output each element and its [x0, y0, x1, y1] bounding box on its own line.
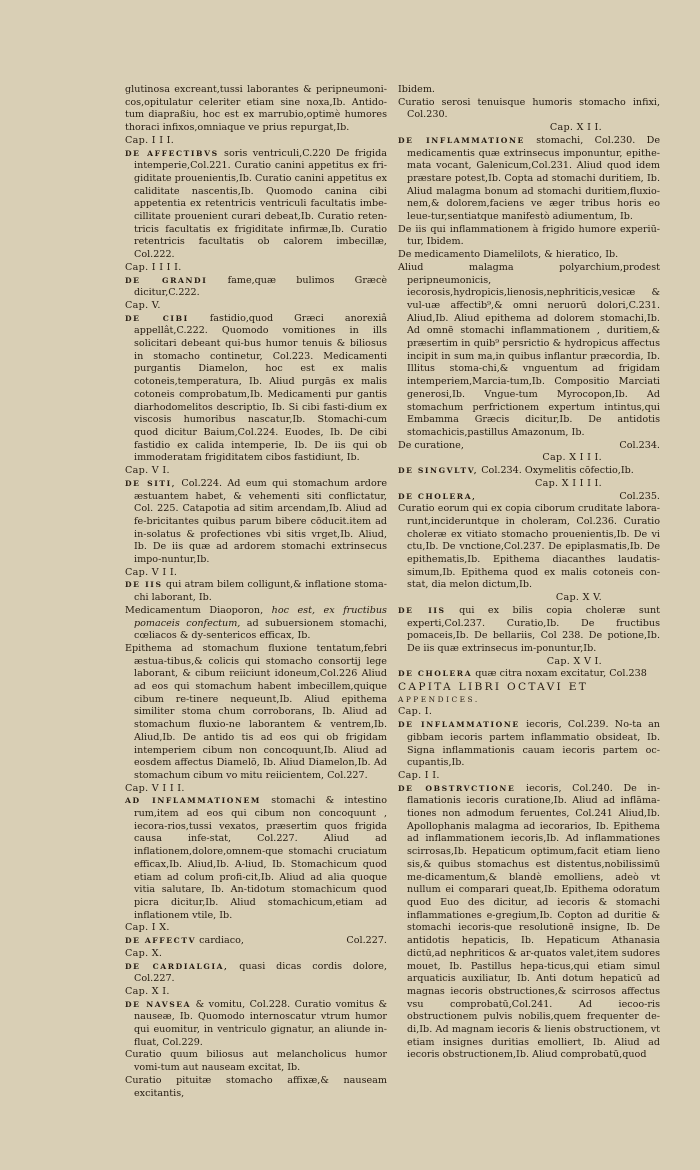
chapter-heading: Cap. I I.	[398, 769, 440, 781]
entry-text: stomachi & intestino rum,item ad eos qui cibum non concoquunt , iecora-rios,tussi vexatos, præsertim quos frigida causa infe-stat, Col.227. Aliud ad inflationem,dolore,omnem-que stomachi cruciatum efficax,Ib. Aliud,Ib. A-liud, Ib. Stomachicum quod etiam ad colum profi-cit,Ib. Aliud ad alia quoque vitia salutare, Ib. An-tidotum stomachicum quod picra dicitur,Ib. Aliud stomachicum,etiam ad inflationem vtile, Ib.	[134, 795, 388, 921]
chapter-heading: Cap. V I I.	[125, 566, 178, 578]
entry-text: De medicamento Diamelilots, & hieratico, Ib.	[398, 249, 619, 261]
chapter-heading: Cap. V I.	[125, 465, 170, 477]
index-entry	[125, 1075, 387, 1100]
entry-italic-gloss: hoc est, ex fructibus pomaceis confectum,	[134, 604, 387, 629]
column-reference: Col.234.	[619, 439, 660, 451]
index-entry	[398, 440, 660, 453]
entry-text: iecoris, Col.240. De in-flamationis iecoris curatione,Ib. Aliud ad inflāma-tiones non admodum feruentes, Col.241 Aliud,Ib. Apollophanis malagma ad iecorarios, Ib. Epithema ad inflammationem iecoris,Ib. Ad inflammationes scirrosas,Ib. Hepaticum optimum,facit etiam lieno sis,& quibus stomachus est distentus,nobilissimū me-dicamentum,& blandè emolliens, adeò vt nullum ei comparari queat,Ib. Epithema odoratum quod Euo des dicitur, ad iecoris & stomachi inflammationes e-gregium,Ib. Copton ad duritie & stomachi iecoris-que resolutionē insigne, Ib. De antidotis hepaticis, Ib. Hepaticum Athanasia dictū,ad nephriticos & ar-quatos valet,item sudores mouet, Ib. Pastillus hepa-ticus,qui etiam simul arquaticis auxiliatur, Ib. Anti dotum hepaticū ad magnas iecoris obstructiones,& scirrosos affectus vsu comprobatū,Col.241. Ad iecoo-ris obstructionem pulvis nobilis,quem frequenter de-di,Ib. Ad magnam iecoris & lienis obstructionem, vt etiam insignes duritias emolliert, Ib. Aliud ad iecoris obstructionem,Ib. Aliud comprobatū,quod	[407, 782, 660, 1061]
entry-lead-caps: AD INFLAMMATIONEM	[125, 796, 261, 806]
chapter-heading: Cap. I X.	[125, 922, 170, 934]
index-entry	[125, 84, 387, 135]
entry-lead-caps: DE GRANDI	[125, 275, 208, 285]
chapter-heading: Cap. X I I I I.	[534, 477, 602, 489]
index-entry	[398, 465, 660, 478]
entry-lead-caps: DE INFLAMMATIONE	[398, 135, 525, 145]
index-entry	[125, 275, 387, 300]
entry-text: De curatione,	[398, 439, 464, 451]
chapter-heading: Cap. V.	[125, 299, 161, 311]
entry-text: qui ex bilis copia choleræ sunt experti,Col.237. Curatio,Ib. De fructibus pomaceis,Ib. De bellariis, Col 238. De potione,Ib. De iis quæ extrinsecus im-ponuntur,Ib.	[407, 604, 660, 654]
index-entry	[398, 668, 660, 681]
index-entry	[125, 313, 387, 465]
index-entry	[398, 719, 660, 770]
entry-lead-caps: DE CHOLERA,	[398, 491, 477, 501]
entry-lead-caps: DE INFLAMMATIONE	[398, 720, 520, 730]
entry-text: Medicamentum Diaoporon,	[125, 604, 272, 616]
entry-text: Curatio pituitæ stomacho affixæ,& nauseam excitantis,	[125, 1074, 387, 1099]
left-column	[125, 84, 387, 1100]
entry-text: Epithema ad stomachum fluxione tentatum,febri æstua-tibus,& colicis qui stomacho consortij lege laborant, & cibum reiiciunt idoneum,Col.226 Aliud ad eos qui stomachum habent imbecillem,quique cibum re-tinere nequeunt,Ib. Aliud epithema similiter stoma chum corroborans, Ib. Aliud ad stomachum fluxio-ne laborantem & ventrem,Ib. Aliud,Ib. De antido tis ad eos qui ob frigidam intemperiem cibum non concoquunt,Ib. Aliud ad eosdem affectus Diamelō, Ib. Aliud Diamelon,Ib. Ad stomachum cibum vo mitu reiicientem, Col.227.	[125, 642, 387, 781]
index-entry	[398, 97, 660, 122]
entry-lead-caps: DE NAVSEA	[125, 999, 192, 1009]
entry-text: qui atram bilem colligunt,& inflatione stoma-chi laborant, Ib.	[134, 579, 387, 604]
chapter-heading: Cap. X V I.	[546, 655, 602, 667]
index-entry	[125, 961, 387, 986]
chapter-heading: Cap. X V.	[555, 592, 602, 604]
chapter-heading: Cap. X I I I.	[542, 452, 602, 464]
entry-text: fastidio,quod Græci anorexiâ appellât,C.222. Quomodo vomitiones in ills solicitari debeant qui-bus humor tenuis & biliosus in stomacho continetur, Col.223. Medicamenti purgantis Diamelon, hoc est ex malis cotoneis,temperatura, Ib. Aliud purgās ex malis cotoneis comprobatum,Ib. Medicamenti pur gantis diarhodomelitos descriptio, Ib. Si cibi fasti-dium ex viscosis humoribus nascatur,Ib. Stomachi-cum quod dicitur Baium,Col.224. Euodes, Ib. De cibi fastidio ex calida intemperie, Ib. De iis qui ob immoderatam frigiditatem cibos fastidiunt, Ib.	[134, 312, 387, 464]
index-entry	[125, 579, 387, 604]
entry-text: glutinosa excreant,tussi laborantes & peripneumoni-cos,opitulatur celeriter etiam sine noxa,Ib. Antido-tum diapraßiu, hoc est ex marrubio,optimè humores thoraci infixos,omniaque ve prius repurgat,Ib.	[125, 84, 387, 134]
entry-text: Curatio eorum qui ex copia ciborum cruditate labora-runt,incideruntque in choleram, Col.236. Curatio choleræ ex vitiato stomacho prouenientis,Ib. De vi ctu,Ib. De vnctione,Col.237. De epiplasmatis,Ib. De epithematis,Ib. Epithema diacanthes laudatis-simum,Ib. Epithema quod ex malis cotoneis con-stat, dia melon dictum,Ib.	[398, 503, 660, 591]
entry-lead-caps: DE AFFECTIBVS	[125, 148, 219, 158]
index-entry	[398, 783, 660, 1062]
chapter-heading: Cap. I I I.	[125, 134, 175, 146]
index-entry	[398, 135, 660, 224]
index-entry	[398, 249, 660, 262]
chapter-heading: Cap. V I I I.	[125, 782, 185, 794]
index-entry	[398, 503, 660, 592]
index-entry	[125, 478, 387, 567]
entry-text: Col.224. Ad eum qui stomachum ardore æstuantem habet, & vehementi siti conflictatur, Col. 225. Catapotia ad sitim arcendam,Ib. Aliud ad fe-bricitantes quibus parum bibere cōducit.item ad in-solatus & profectiones vbi sitis vrget,Ib. Aliud, Ib. De iis quæ ad ardorem stomachi extrinsecus impo-nuntur,Ib.	[134, 477, 387, 566]
entry-lead-caps: DE IIS	[125, 580, 163, 590]
entry-text: stomachi, Col.230. De medicamentis quæ extrinsecus imponuntur, epithe-mata vocant, Galenicum,Col.231. Aliud quod idem præstare potest,Ib. Copta ad stomachi duritiem, Ib. Aliud malagma bonum ad stomachi duritiem,fluxio-nem,& dolorem,faciens ve æger tribus horis eo leue-tur,sentiatque manifestò adiumentum, Ib.	[407, 134, 660, 223]
entry-text: & vomitu, Col.228. Curatio vomitus & nauseæ, Ib. Quomodo internoscatur vtrum humor qui euomitur, in ventriculo gignatur, an aliunde in-fluat, Col.229.	[134, 998, 387, 1048]
entry-text-continued: ad subuersionem stomachi, cœliacos & dy-sentericos efficax, Ib.	[134, 617, 387, 642]
chapter-heading: Cap. I I I I.	[125, 261, 182, 273]
index-entry	[125, 605, 387, 643]
entry-lead-caps: DE CHOLERA	[398, 669, 473, 679]
chapter-heading: Cap. X I.	[125, 985, 170, 997]
entry-text: Aliud malagma polyarchium,prodest peripneumonicis, iecorosis,hydropicis,lienosis,nephriticis,vesicæ & vul-uæ affectib⁹,& omni neruorū dolori,C.231. Aliud,Ib. Aliud epithema ad dolorem stomachi,Ib. Ad omnē stomachi inflammationem , duritiem,& præsertim in quib⁹ persrictio & hydropicus affectus incipit in sum ma,in quibus inflantur præcordia, Ib. Illitus stoma-chi,& vnguentum ad frigidam intemperiem,Marcia-tum,Ib. Compositio Marciati generosi,Ib. Vngue-tum Myrocopon,Ib. Ad stomachum perfrictionem expertum intintus,qui Embamma Græcis dicitur,Ib. De antidotis stomachicis,pastillus Amazonum, Ib.	[398, 261, 660, 438]
entry-text: soris ventriculi,C.220 De frigida intemperie,Col.221. Curatio canini appetitus ex fri-giditate prouenientis,Ib. Curatio canini appetitus ex caliditate nascentis,Ib. Quomodo canina cibi appetentia ex retentricis ventriculi facultatis imbe-cillitate prouenient curari debeat,Ib. Curatio reten-tricis facultatis ex frigiditate infirmæ,Ib. Curatio retentricis facultatis ob calorem imbecillæ, Col.222.	[134, 147, 387, 261]
entry-lead-caps: DE SINGVLTV,	[398, 466, 479, 476]
index-entry	[125, 643, 387, 783]
index-entry	[125, 795, 387, 922]
entry-lead-caps: DE CARDIALGIA,	[125, 961, 229, 971]
entry-text: cardiaco,	[196, 935, 244, 947]
entry-lead-caps: DE SITI,	[125, 478, 177, 488]
entry-text: De iis qui inflammationem à frigido humore experiū-tur, Ibidem.	[398, 223, 660, 248]
index-entry	[398, 224, 660, 249]
entry-text: Curatio quum biliosus aut melancholicus humor vomi-tum aut nauseam excitat, Ib.	[125, 1049, 387, 1074]
column-reference: Col.227.	[346, 935, 387, 947]
index-entry	[125, 935, 387, 948]
entry-lead-caps: DE IIS	[398, 605, 446, 615]
chapter-heading: Cap. X I I.	[549, 122, 602, 134]
entry-text: iecoris, Col.239. No-ta an gibbam iecoris partem inflammatio obsideat, Ib. Signa inflammationis cauam iecoris partem oc-cupantis,Ib.	[407, 719, 660, 769]
entry-lead-caps: DE CIBI	[125, 313, 189, 323]
index-entry	[125, 999, 387, 1050]
chapter-heading: Cap. X.	[125, 947, 163, 959]
book-section-title: CAPITA LIBRI OCTAVI ET	[398, 681, 589, 694]
column-reference: Col.235.	[619, 490, 660, 502]
book-section-subtitle: APPENDICES.	[398, 694, 480, 704]
index-entry	[125, 148, 387, 262]
chapter-heading: Cap. I.	[398, 706, 433, 718]
index-entry	[398, 84, 660, 97]
right-column	[398, 84, 660, 1062]
entry-lead-caps: DE OBSTRVCTIONE	[398, 783, 516, 793]
entry-text: quæ citra noxam excitatur, Col.238	[472, 668, 647, 680]
index-entry	[125, 1049, 387, 1074]
index-entry	[398, 605, 660, 656]
entry-text: fame,quæ bulimos Græcè dicitur,C.222.	[134, 274, 388, 299]
entry-text: quasi dicas cordis dolore, Col.227.	[134, 960, 387, 985]
entry-text: Col.234. Oxymelitis cōfectio,Ib.	[478, 465, 634, 477]
index-entry	[398, 262, 660, 440]
entry-text: Curatio serosi tenuisque humoris stomacho infixi, Col.230.	[398, 96, 660, 121]
index-entry	[398, 491, 660, 504]
entry-text: Ibidem.	[398, 84, 435, 95]
entry-lead-caps: DE AFFECTV	[125, 936, 197, 946]
